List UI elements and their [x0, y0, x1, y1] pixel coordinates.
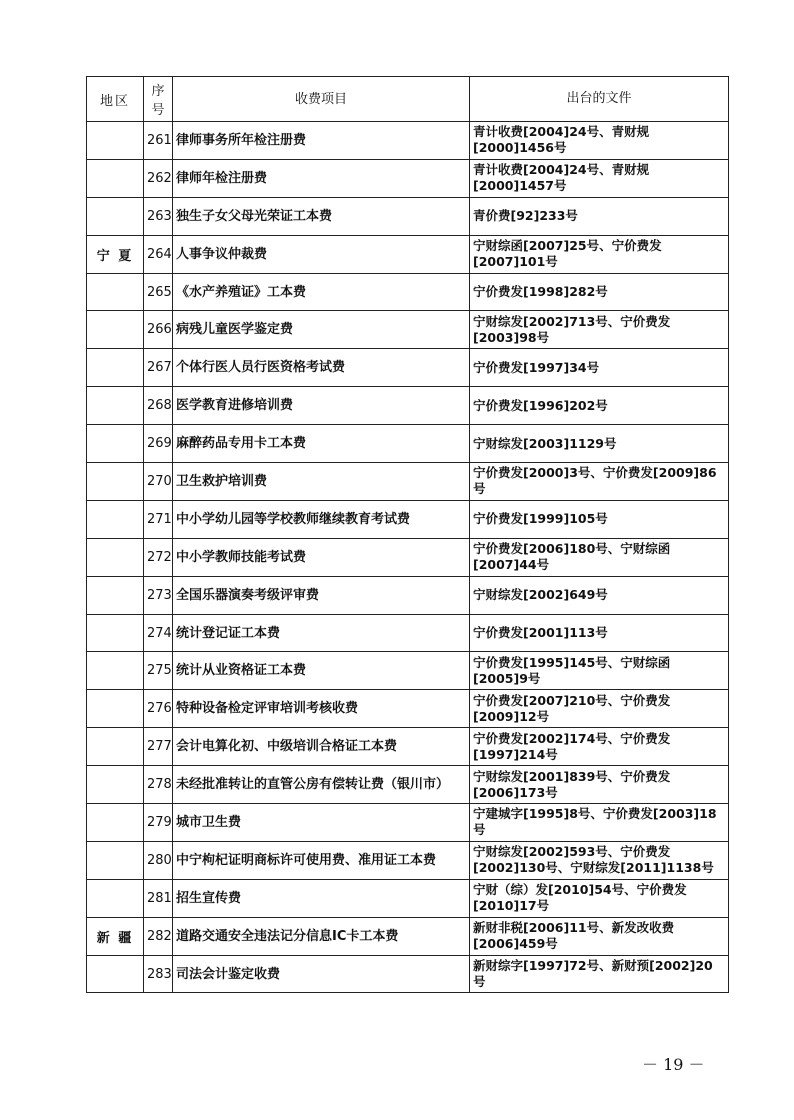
- header-no: 序号: [144, 77, 173, 122]
- cell-doc: 宁财综发[2003]1129号: [470, 425, 729, 463]
- cell-item: 中小学幼儿园等学校教师继续教育考试费: [173, 500, 470, 538]
- cell-no: 266: [144, 311, 173, 349]
- cell-region: [87, 122, 144, 160]
- cell-region: [87, 879, 144, 917]
- cell-region: [87, 538, 144, 576]
- cell-item: 独生子女父母光荣证工本费: [173, 197, 470, 235]
- cell-no: 274: [144, 614, 173, 652]
- cell-no: 270: [144, 463, 173, 501]
- cell-no: 269: [144, 425, 173, 463]
- cell-no: 264: [144, 235, 173, 273]
- cell-region: [87, 159, 144, 197]
- cell-no: 281: [144, 879, 173, 917]
- table-row: [87, 955, 729, 993]
- cell-region: [87, 766, 144, 804]
- cell-doc: 宁价费发[2001]113号: [470, 614, 729, 652]
- cell-no: 271: [144, 500, 173, 538]
- cell-item: 律师年检注册费: [173, 159, 470, 197]
- cell-no: 268: [144, 387, 173, 425]
- cell-item: 中小学教师技能考试费: [173, 538, 470, 576]
- cell-region: [87, 652, 144, 690]
- cell-region: [87, 614, 144, 652]
- cell-doc: 宁财综发[2002]649号: [470, 576, 729, 614]
- cell-doc: 宁财综发[2002]593号、宁价费发[2002]130号、宁财综发[2011]1138号: [470, 841, 729, 879]
- cell-region: [87, 955, 144, 993]
- cell-no: 280: [144, 841, 173, 879]
- cell-doc: 宁财综发[2002]713号、宁价费发[2003]98号: [470, 311, 729, 349]
- cell-region: [87, 197, 144, 235]
- cell-region: [87, 728, 144, 766]
- cell-item: 司法会计鉴定收费: [173, 955, 470, 993]
- cell-item: 麻醉药品专用卡工本费: [173, 425, 470, 463]
- table-row: [87, 273, 729, 311]
- cell-item: 统计从业资格证工本费: [173, 652, 470, 690]
- cell-item: 人事争议仲裁费: [173, 235, 470, 273]
- page-number: － 19 －: [642, 1055, 705, 1074]
- cell-region: [87, 387, 144, 425]
- header-item: 收费项目: [173, 77, 470, 122]
- table-row: [87, 690, 729, 728]
- table-row: [87, 766, 729, 804]
- cell-region: [87, 576, 144, 614]
- cell-no: 278: [144, 766, 173, 804]
- cell-doc: 宁财综发[2001]839号、宁价费发[2006]173号: [470, 766, 729, 804]
- cell-no: 283: [144, 955, 173, 993]
- cell-doc: 宁价费发[1995]145号、宁财综函[2005]9号: [470, 652, 729, 690]
- cell-region: 新 疆: [87, 917, 144, 955]
- table-row: [87, 235, 729, 273]
- cell-no: 277: [144, 728, 173, 766]
- cell-no: 272: [144, 538, 173, 576]
- cell-no: 263: [144, 197, 173, 235]
- cell-item: 会计电算化初、中级培训合格证工本费: [173, 728, 470, 766]
- cell-doc: 宁价费发[1997]34号: [470, 349, 729, 387]
- header-region: 地区: [87, 77, 144, 122]
- cell-doc: 新财非税[2006]11号、新发改收费[2006]459号: [470, 917, 729, 955]
- cell-doc: 宁财（综）发[2010]54号、宁价费发[2010]17号: [470, 879, 729, 917]
- cell-no: 273: [144, 576, 173, 614]
- cell-region: [87, 690, 144, 728]
- table-body: [87, 122, 729, 993]
- cell-item: 《水产养殖证》工本费: [173, 273, 470, 311]
- cell-region: [87, 311, 144, 349]
- fee-table: [86, 76, 729, 993]
- cell-no: 265: [144, 273, 173, 311]
- cell-item: 统计登记证工本费: [173, 614, 470, 652]
- cell-no: 275: [144, 652, 173, 690]
- cell-item: 特种设备检定评审培训考核收费: [173, 690, 470, 728]
- table-row: [87, 463, 729, 501]
- cell-item: 病残儿童医学鉴定费: [173, 311, 470, 349]
- cell-no: 262: [144, 159, 173, 197]
- table-row: [87, 879, 729, 917]
- cell-doc: 青价费[92]233号: [470, 197, 729, 235]
- cell-item: 道路交通安全违法记分信息IC卡工本费: [173, 917, 470, 955]
- cell-region: [87, 349, 144, 387]
- cell-no: 276: [144, 690, 173, 728]
- cell-doc: 宁价费发[2007]210号、宁价费发[2009]12号: [470, 690, 729, 728]
- table-row: [87, 311, 729, 349]
- cell-doc: 新财综字[1997]72号、新财预[2002]20号: [470, 955, 729, 993]
- cell-doc: 青计收费[2004]24号、青财规[2000]1456号: [470, 122, 729, 160]
- cell-doc: 宁建城字[1995]8号、宁价费发[2003]18号: [470, 804, 729, 842]
- cell-item: 中宁枸杞证明商标许可使用费、准用证工本费: [173, 841, 470, 879]
- cell-region: [87, 841, 144, 879]
- table-row: [87, 917, 729, 955]
- table-row: [87, 500, 729, 538]
- cell-item: 律师事务所年检注册费: [173, 122, 470, 160]
- cell-doc: 宁财综函[2007]25号、宁价费发[2007]101号: [470, 235, 729, 273]
- header-doc: 出台的文件: [470, 77, 729, 122]
- table-row: [87, 614, 729, 652]
- cell-doc: 宁价费发[2006]180号、宁财综函[2007]44号: [470, 538, 729, 576]
- cell-no: 261: [144, 122, 173, 160]
- table-row: [87, 538, 729, 576]
- cell-item: 未经批准转让的直管公房有偿转让费（银川市）: [173, 766, 470, 804]
- table-row: [87, 349, 729, 387]
- table-row: [87, 728, 729, 766]
- cell-item: 招生宣传费: [173, 879, 470, 917]
- cell-doc: 宁价费发[1998]282号: [470, 273, 729, 311]
- cell-region: [87, 463, 144, 501]
- table-row: [87, 804, 729, 842]
- table-row: [87, 122, 729, 160]
- table-row: [87, 652, 729, 690]
- table-row: [87, 841, 729, 879]
- cell-region: [87, 425, 144, 463]
- cell-region: [87, 804, 144, 842]
- table-row: [87, 576, 729, 614]
- cell-no: 282: [144, 917, 173, 955]
- cell-doc: 宁价费发[2000]3号、宁价费发[2009]86号: [470, 463, 729, 501]
- cell-doc: 宁价费发[1996]202号: [470, 387, 729, 425]
- cell-doc: 宁价费发[2002]174号、宁价费发[1997]214号: [470, 728, 729, 766]
- cell-doc: 青计收费[2004]24号、青财规[2000]1457号: [470, 159, 729, 197]
- table-row: [87, 425, 729, 463]
- cell-no: 279: [144, 804, 173, 842]
- cell-doc: 宁价费发[1999]105号: [470, 500, 729, 538]
- table-row: [87, 197, 729, 235]
- cell-item: 城市卫生费: [173, 804, 470, 842]
- cell-region: 宁 夏: [87, 235, 144, 273]
- cell-region: [87, 273, 144, 311]
- cell-no: 267: [144, 349, 173, 387]
- cell-region: [87, 500, 144, 538]
- cell-item: 卫生救护培训费: [173, 463, 470, 501]
- cell-item: 医学教育进修培训费: [173, 387, 470, 425]
- table-row: [87, 159, 729, 197]
- table-header-row: [87, 77, 729, 122]
- cell-item: 全国乐器演奏考级评审费: [173, 576, 470, 614]
- cell-item: 个体行医人员行医资格考试费: [173, 349, 470, 387]
- table-row: [87, 387, 729, 425]
